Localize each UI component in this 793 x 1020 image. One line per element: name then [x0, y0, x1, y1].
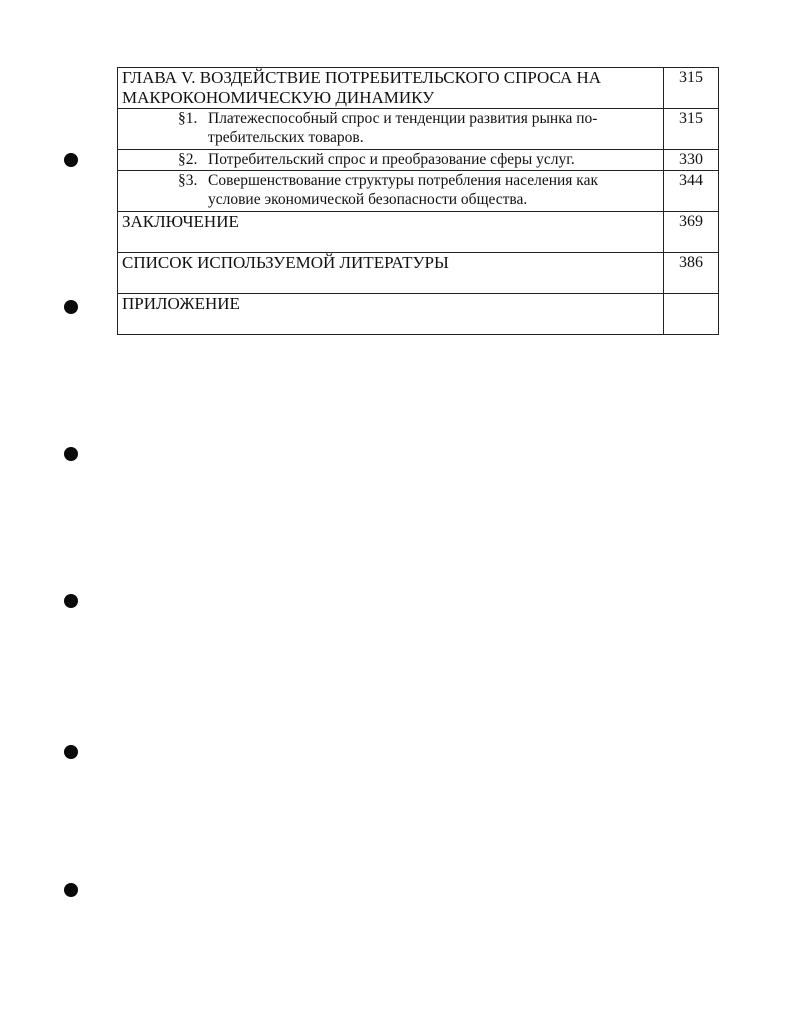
literature-title: СПИСОК ИСПОЛЬЗУЕМОЙ ЛИТЕРАТУРЫ [122, 253, 449, 272]
section-number: §3. [178, 172, 198, 189]
toc-row-section-3 [118, 171, 719, 212]
section-2-page-number: 330 [664, 150, 719, 171]
conclusion-page-number: 369 [664, 212, 719, 253]
punch-hole-icon [64, 883, 78, 897]
section-title-line1: Платежеспособный спрос и тенденции развития рынка по- [208, 110, 598, 127]
toc-row-appendix [118, 294, 719, 335]
section-1-page-number: 315 [664, 109, 719, 150]
section-number: §1. [178, 110, 198, 127]
toc-row-chapter [118, 68, 719, 109]
toc-row-conclusion [118, 212, 719, 253]
section-title-line1: Совершенствование структуры потребления населения как [208, 172, 599, 189]
appendix-title: ПРИЛОЖЕНИЕ [122, 294, 240, 313]
toc-title-cell [118, 150, 664, 171]
conclusion-title: ЗАКЛЮЧЕНИЕ [122, 212, 239, 231]
section-title-line2: условие экономической безопасности общества. [208, 191, 528, 208]
punch-hole-icon [64, 153, 78, 167]
appendix-page-number [664, 294, 719, 335]
section-number: §2. [178, 151, 198, 168]
table-of-contents [117, 67, 719, 335]
punch-hole-icon [64, 300, 78, 314]
toc-title-cell [118, 294, 664, 335]
toc-title-cell [118, 212, 664, 253]
toc-title-cell [118, 253, 664, 294]
toc-title-cell [118, 109, 664, 150]
section-3-page-number: 344 [664, 171, 719, 212]
punch-hole-icon [64, 447, 78, 461]
section-title-line2: требительских товаров. [208, 129, 364, 146]
toc-row-literature [118, 253, 719, 294]
toc-row-section-1 [118, 109, 719, 150]
toc-row-section-2 [118, 150, 719, 171]
toc-title-cell [118, 171, 664, 212]
chapter-page-number: 315 [664, 68, 719, 109]
toc-title-cell [118, 68, 664, 109]
punch-hole-icon [64, 594, 78, 608]
section-title-line1: Потребительский спрос и преобразование сферы услуг. [208, 151, 575, 168]
chapter-title: ГЛАВА V. ВОЗДЕЙСТВИЕ ПОТРЕБИТЕЛЬСКОГО СПРОСА НА МАКРОКОНОМИЧЕСКУЮ ДИНАМИКУ [122, 68, 602, 107]
literature-page-number: 386 [664, 253, 719, 294]
punch-hole-icon [64, 745, 78, 759]
